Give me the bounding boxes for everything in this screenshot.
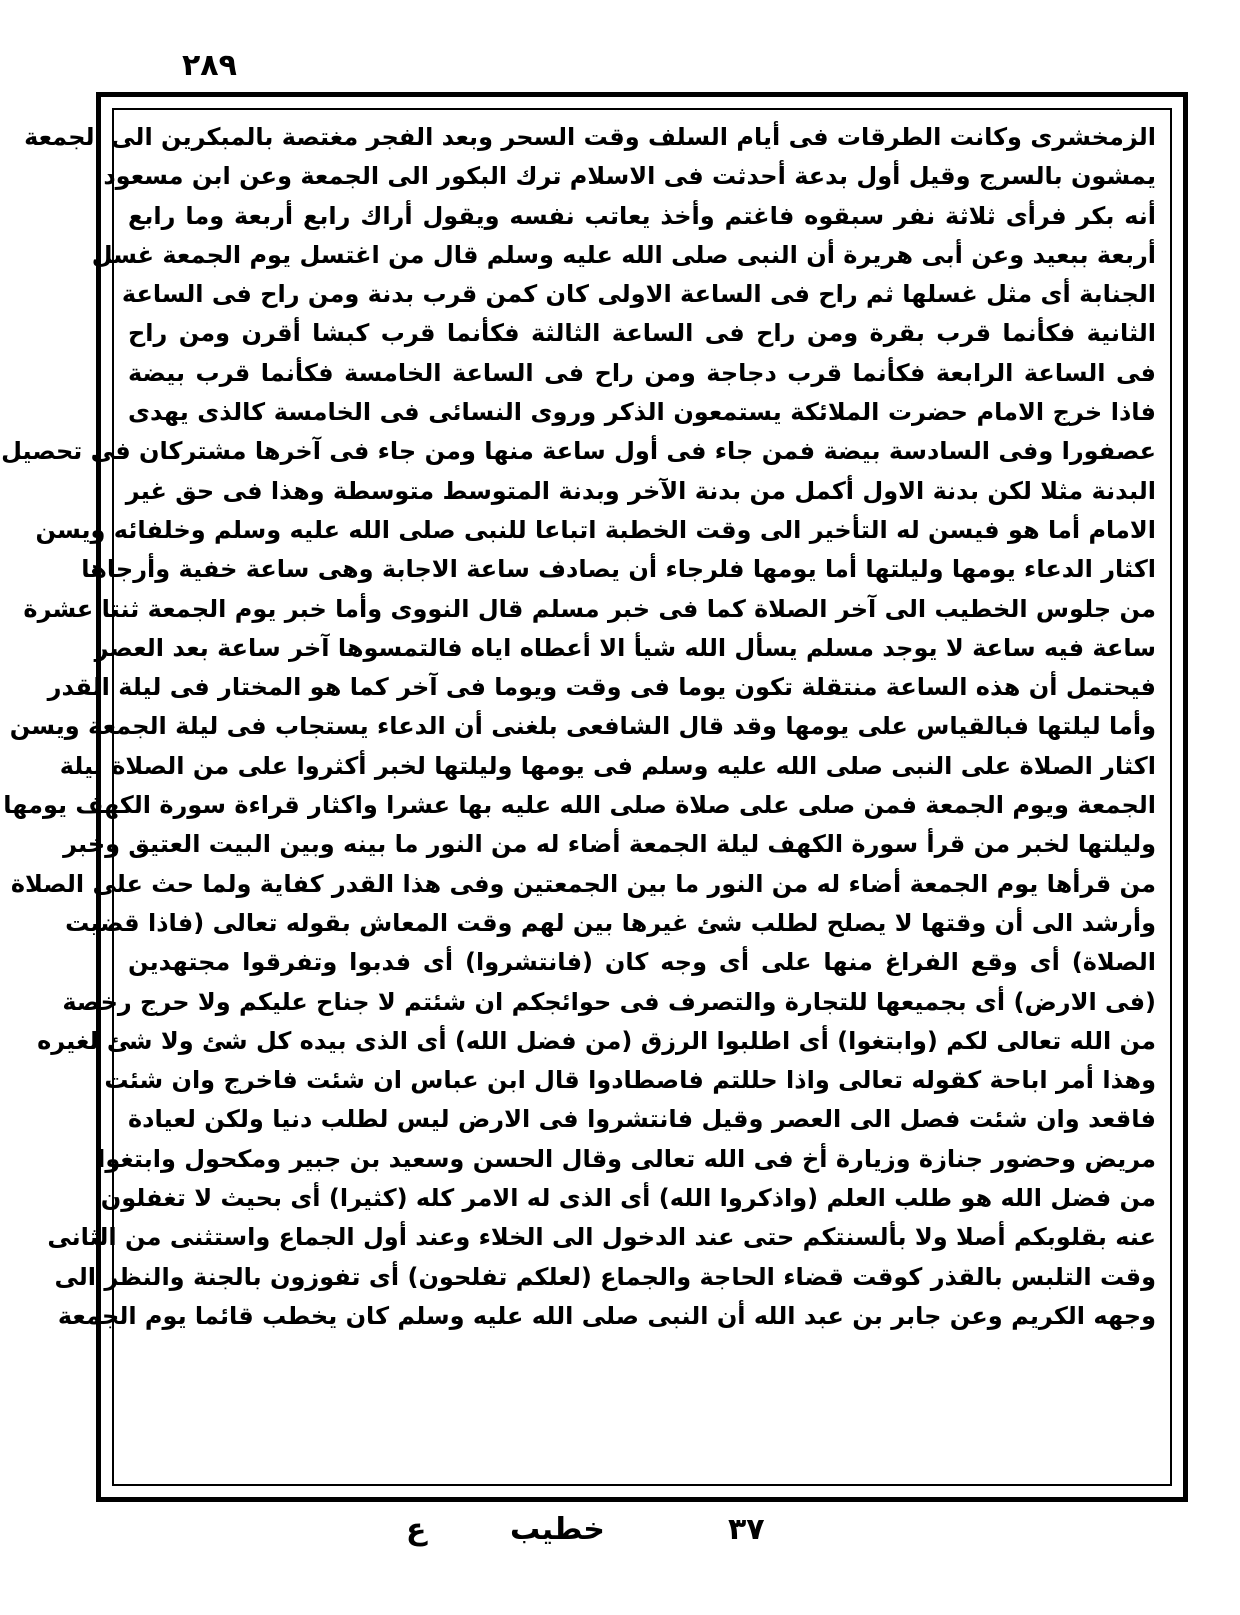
text-line: وأما ليلتها فبالقياس على يومها وقد قال الشافعى بلغنى أن الدعاء يستجاب فى ليلة الجمعة ويسن <box>9 712 1156 741</box>
text-line: فيحتمل أن هذه الساعة منتقلة تكون يوما فى وقت ويوما فى آخر كما هو المختار فى ليلة القدر <box>47 673 1156 702</box>
text-line: الثانية فكأنما قرب بقرة ومن راح فى الساعة الثالثة فكأنما قرب كبشا أقرن ومن راح <box>128 319 1156 348</box>
text-line: من جلوس الخطيب الى آخر الصلاة كما فى خبر مسلم قال النووى وأما خبر يوم الجمعة ثنتا عشرة <box>23 594 1156 623</box>
text-line: وأرشد الى أن وقتها لا يصلح لطلب شئ غيرها بين لهم وقت المعاش بقوله تعالى (فاذا قضيت <box>65 908 1156 937</box>
text-line: وهذا أمر اباحة كقوله تعالى واذا حللتم فاصطادوا قال ابن عباس ان شئت فاخرج وان شئت <box>104 1066 1156 1095</box>
text-line: ساعة فيه ساعة لا يوجد مسلم يسأل الله شيأ الا أعطاه اياه فالتمسوها آخر ساعة بعد العصر <box>94 633 1156 662</box>
text-line: اكثار الدعاء يومها وليلتها أما يومها فلرجاء أن يصادف ساعة الاجابة وهى ساعة خفية وأرجاها <box>81 555 1156 584</box>
text-line: الصلاة) أى وقع الفراغ منها على أى وجه كان (فانتشروا) أى فدبوا وتفرقوا مجتهدين <box>128 948 1156 977</box>
text-line: من قرأها يوم الجمعة أضاء له من النور ما بين الجمعتين وفى هذا القدر كفاية ولما حث على الصلاة <box>10 869 1156 898</box>
text-line: الزمخشرى وكانت الطرقات فى أيام السلف وقت السحر وبعد الفجر مغتصة بالمبكرين الى الجمعة <box>24 123 1156 151</box>
text-line: أربعة ببعيد وعن أبى هريرة أن النبى صلى الله عليه وسلم قال من اغتسل يوم الجمعة غسل <box>91 240 1156 269</box>
text-line: أنه بكر فرأى ثلاثة نفر سبقوه فاغتم وأخذ يعاتب نفسه ويقول أراك رابع أربعة وما رابع <box>128 201 1156 230</box>
page-number: ٢٨٩ <box>182 48 237 83</box>
text-line: الجنابة أى مثل غسلها ثم راح فى الساعة الاولى كان كمن قرب بدنة ومن راح فى الساعة <box>121 280 1156 309</box>
page-frame-inner <box>1 108 1172 1486</box>
signature-mark: ٣٧ <box>728 1512 765 1547</box>
text-line: عصفورا وفى السادسة بيضة فمن جاء فى أول ساعة منها ومن جاء فى آخرها مشتركان فى تحصيل <box>1 437 1156 466</box>
text-line: يمشون بالسرج وقيل أول بدعة أحدثت فى الاسلام ترك البكور الى الجمعة وعن ابن مسعود <box>103 162 1156 191</box>
signature-letter: ع <box>406 1512 427 1547</box>
page-footer <box>0 1512 1240 1562</box>
text-line: الجمعة ويوم الجمعة فمن صلى على صلاة صلى الله عليه بها عشرا واكثار قراءة سورة الكهف يومها <box>3 791 1156 820</box>
text-line: من الله تعالى لكم (وابتغوا) أى اطلبوا الرزق (من فضل الله) أى الذى بيده كل شئ ولا شئ لغيره <box>37 1026 1156 1055</box>
text-line: من فضل الله هو طلب العلم (واذكروا الله) أى الذى له الامر كله (كثيرا) أى بحيث لا تغفلون <box>100 1184 1156 1213</box>
signature-word: خطيب <box>510 1512 605 1547</box>
text-line: مريض وحضور جنازة وزيارة أخ فى الله تعالى وقال الحسن وسعيد بن جبير ومكحول وابتغوا <box>97 1144 1156 1173</box>
text-line: وقت التلبس بالقذر كوقت قضاء الحاجة والجماع (لعلكم تفلحون) أى تفوزون بالجنة والنظر الى <box>54 1262 1156 1291</box>
text-body <box>1 118 1156 1336</box>
text-line: الامام أما هو فيسن له التأخير الى وقت الخطبة اتباعا للنبى صلى الله عليه وسلم وخلفائه ويسن <box>35 515 1156 544</box>
text-line: فى الساعة الرابعة فكأنما قرب دجاجة ومن راح فى الساعة الخامسة فكأنما قرب بيضة <box>128 358 1156 387</box>
text-line: فاذا خرج الامام حضرت الملائكة يستمعون الذكر وروى النسائى فى الخامسة كالذى يهدى <box>128 398 1156 427</box>
text-line: البدنة مثلا لكن بدنة الاول أكمل من بدنة الآخر وبدنة المتوسط متوسطة وهذا فى حق غير <box>125 476 1156 505</box>
text-line: وجهه الكريم وعن جابر بن عبد الله أن النبى صلى الله عليه وسلم كان يخطب قائما يوم الجمعة <box>57 1301 1156 1330</box>
text-line: (فى الارض) أى بجميعها للتجارة والتصرف فى حوائجكم ان شئتم لا جناح عليكم ولا حرج رخصة <box>62 987 1156 1016</box>
text-line: وليلتها لخبر من قرأ سورة الكهف ليلة الجمعة أضاء له من النور ما بينه وبين البيت العتيق وخبر <box>63 830 1156 859</box>
text-line: اكثار الصلاة على النبى صلى الله عليه وسلم فى يومها وليلتها لخبر أكثروا على من الصلاة ليلة <box>59 751 1156 780</box>
text-line: فاقعد وان شئت فصل الى العصر وقيل فانتشروا فى الارض ليس لطلب دنيا ولكن لعيادة <box>128 1105 1156 1134</box>
text-line: عنه بقلوبكم أصلا ولا بألسنتكم حتى عند الدخول الى الخلاء وعند أول الجماع واستثنى من الثانى <box>47 1223 1156 1252</box>
